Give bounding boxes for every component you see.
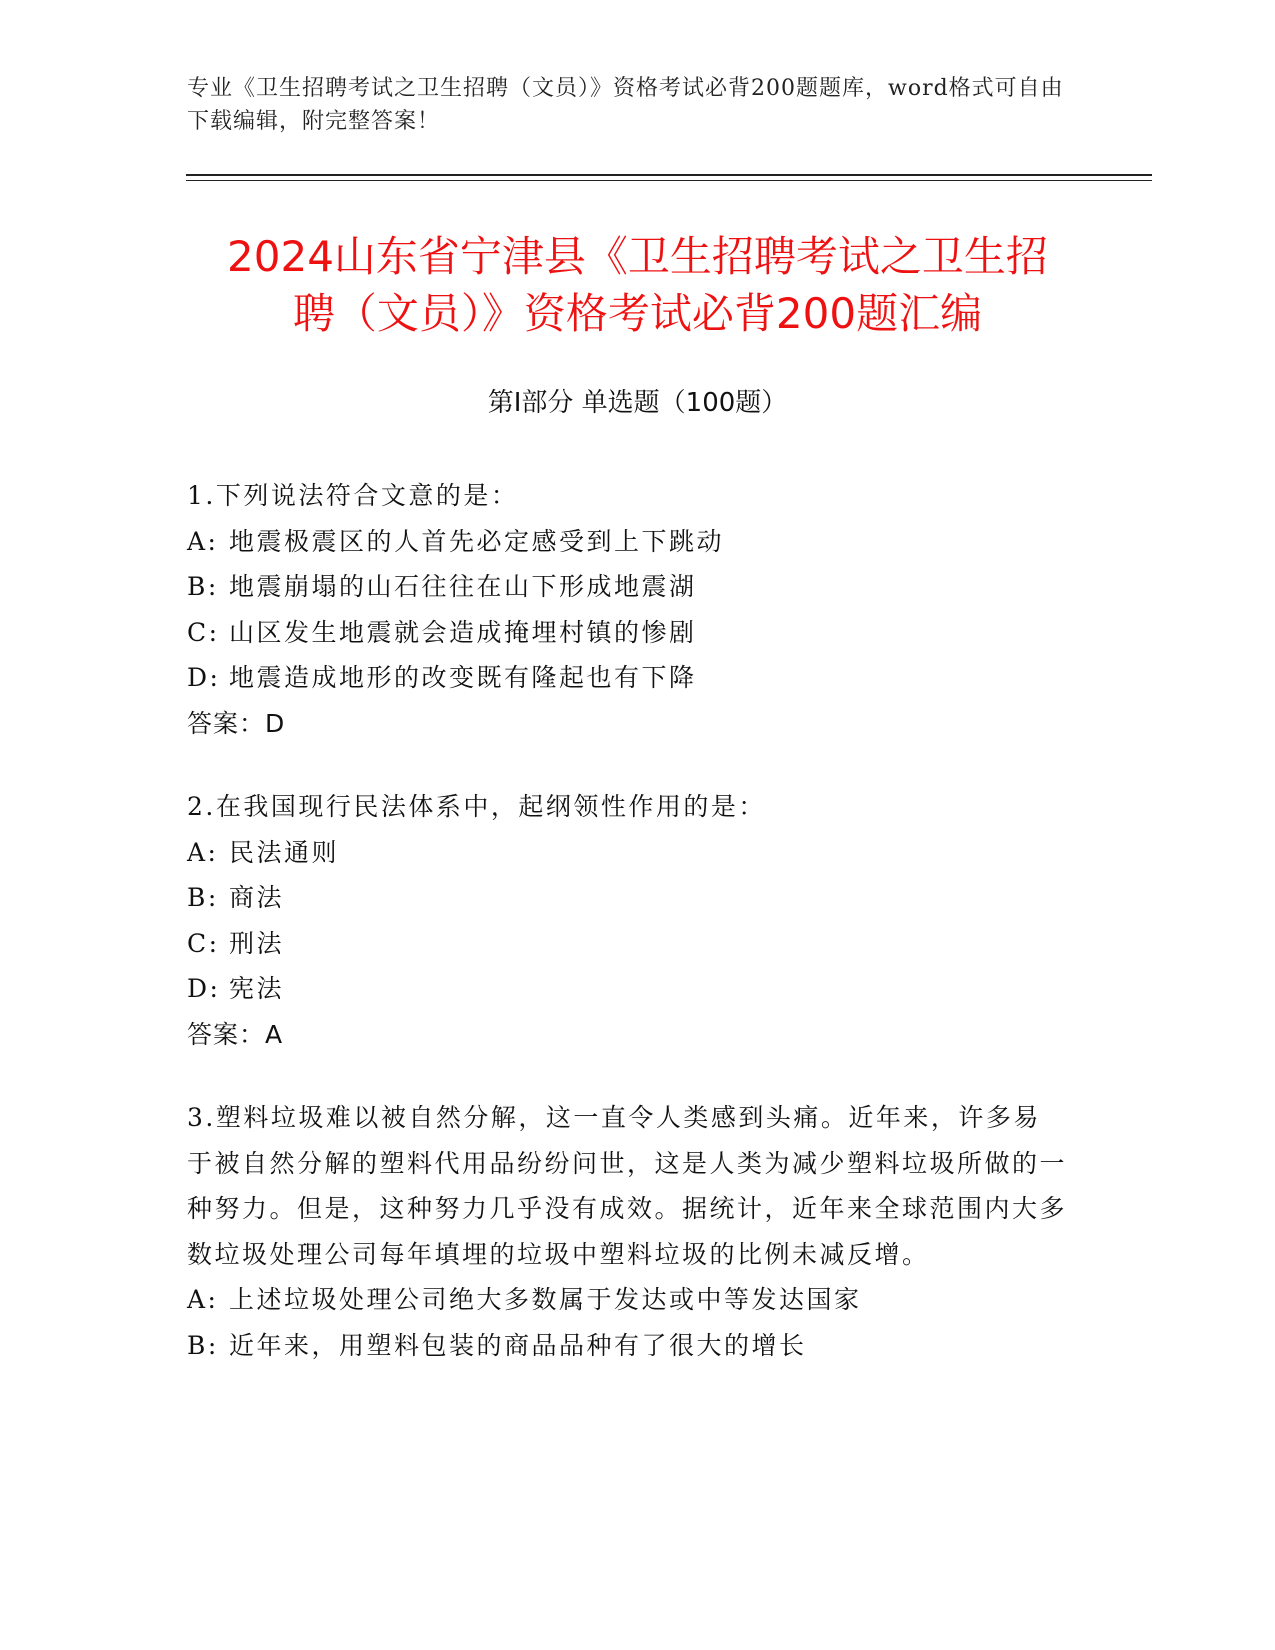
- question-3-option-a: [187, 1277, 1067, 1323]
- question-1-option-b: [187, 564, 1067, 610]
- option-text: 山区发生地震就会造成掩埋村镇的惨剧: [229, 617, 697, 647]
- header-rule-thin: [186, 180, 1152, 181]
- question-3: [187, 1095, 1067, 1368]
- question-2-option-c: [187, 921, 1067, 967]
- option-text: 近年来，用塑料包装的商品品种有了很大的增长: [229, 1330, 807, 1360]
- question-2: [187, 784, 1067, 1057]
- question-3-option-b: [187, 1323, 1067, 1369]
- option-key: C:: [187, 617, 220, 647]
- document-title: [160, 228, 1115, 342]
- question-1-option-d: [187, 655, 1067, 701]
- option-key: A:: [187, 837, 219, 867]
- option-key: A:: [187, 1285, 219, 1314]
- question-2-answer: 答案：A: [187, 1019, 284, 1049]
- option-key: D:: [187, 974, 221, 1003]
- question-2-option-a: [187, 830, 1067, 876]
- option-text: 宪法: [229, 974, 285, 1003]
- option-text: 商法: [229, 883, 285, 912]
- question-list: [187, 473, 1067, 1406]
- question-1-option-a: [187, 519, 1067, 565]
- document-title-line-1: 2024山东省宁津县《卫生招聘考试之卫生招: [227, 232, 1048, 281]
- option-text: 上述垃圾处理公司绝大多数属于发达或中等发达国家: [229, 1285, 862, 1314]
- option-key: D:: [187, 663, 221, 692]
- section-title: 第Ⅰ部分 单选题（100题）: [487, 388, 788, 418]
- option-key: B:: [187, 883, 219, 912]
- question-1: [187, 473, 1067, 746]
- option-text: 地震崩塌的山石往往在山下形成地震湖: [229, 572, 697, 601]
- header-rule-thick: [186, 174, 1152, 176]
- question-1-answer: 答案：D: [187, 708, 286, 738]
- question-2-option-d: [187, 966, 1067, 1012]
- option-text: 地震造成地形的改变既有隆起也有下降: [229, 663, 697, 692]
- question-2-stem: 2.在我国现行民法体系中，起纲领性作用的是：: [187, 792, 766, 821]
- option-key: B:: [187, 572, 219, 601]
- header-note: 专业《卫生招聘考试之卫生招聘（文员）》资格考试必背200题题库，word格式可自由下载编辑，附完整答案！: [187, 76, 1064, 134]
- option-key: C:: [187, 928, 220, 958]
- option-key: B:: [187, 1330, 219, 1360]
- option-key: A:: [187, 526, 219, 556]
- document-title-line-2: 聘（文员）》资格考试必背200题汇编: [292, 289, 983, 338]
- option-text: 刑法: [229, 928, 285, 958]
- question-1-stem: 1.下列说法符合文意的是：: [187, 481, 519, 510]
- question-1-option-c: [187, 610, 1067, 656]
- option-text: 地震极震区的人首先必定感受到上下跳动: [229, 526, 725, 556]
- option-text: 民法通则: [229, 837, 340, 867]
- question-2-option-b: [187, 875, 1067, 921]
- question-3-stem: 3.塑料垃圾难以被自然分解，这一直令人类感到头痛。近年来，许多易于被自然分解的塑料代用品纷纷问世，这是人类为减少塑料垃圾所做的一种努力。但是，这种努力几乎没有成效。据统计，近年来全球范围内大多数垃圾处理公司每年填埋的垃圾中塑料垃圾的比例未减反增。: [187, 1103, 1068, 1269]
